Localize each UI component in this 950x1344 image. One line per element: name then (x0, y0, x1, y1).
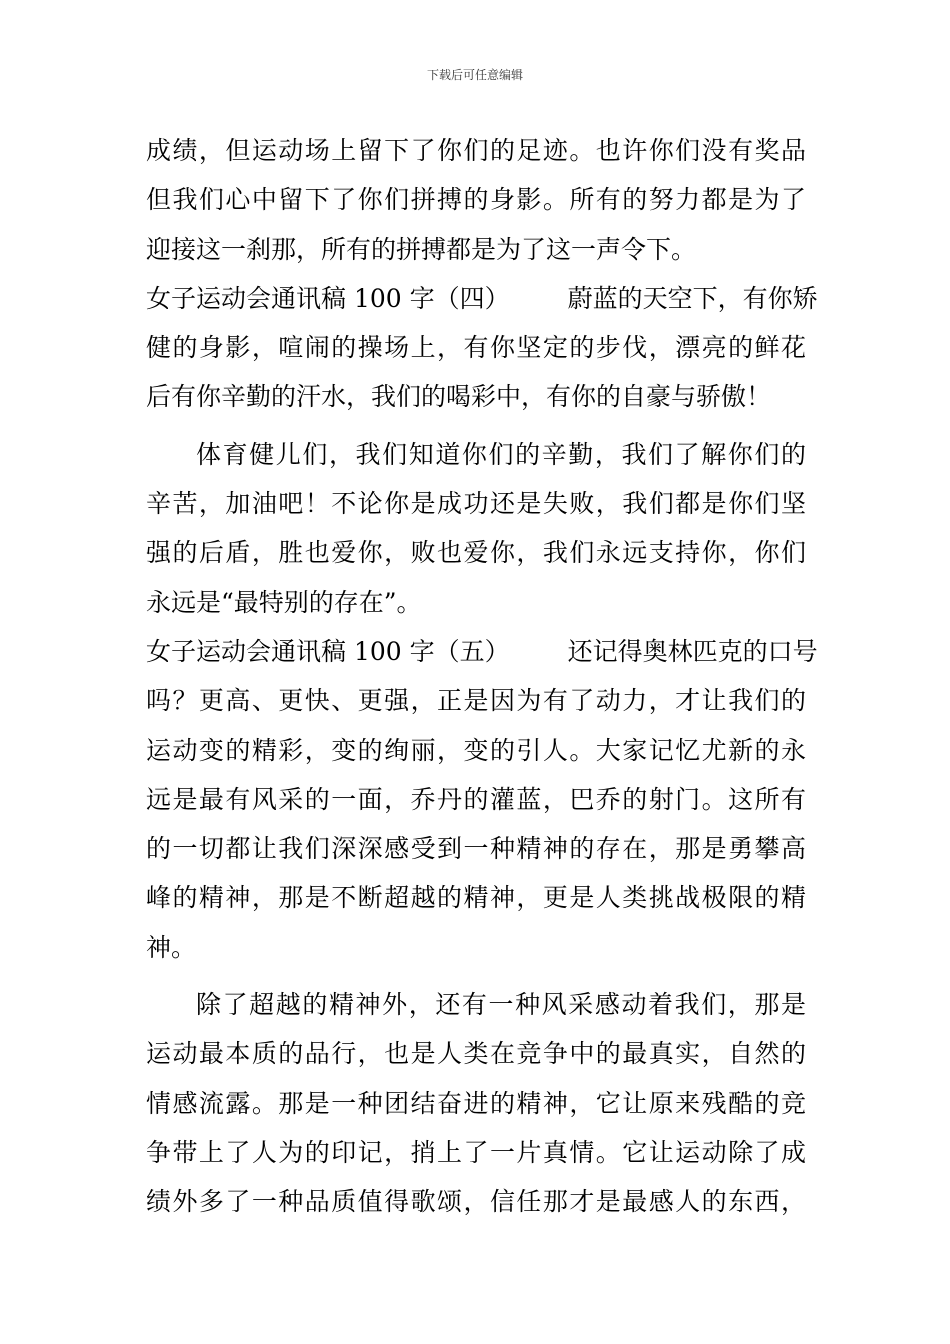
section-title: 女子运动会通讯稿 100 字（五） (146, 636, 510, 666)
section-text: 还记得奥林匹克的口号 (567, 636, 818, 666)
text-line: 辛苦，加油吧！不论你是成功还是失败，我们都是你们坚 (146, 489, 806, 519)
text-line: 永远是“最特别的存在”。 (146, 587, 422, 617)
section-title-line (146, 627, 818, 676)
section-title: 女子运动会通讯稿 100 字（四） (146, 283, 510, 313)
text-line: 的一切都让我们深深感受到一种精神的存在，那是勇攀高 (146, 834, 806, 864)
text-line: 迎接这一刹那，所有的拼搏都是为了这一声令下。 (146, 234, 697, 264)
text-line: 绩外多了一种品质值得歌颂，信任那才是最感人的东西， (146, 1187, 806, 1217)
text-line: 健的身影，喧闹的操场上，有你坚定的步伐，漂亮的鲜花 (146, 333, 806, 363)
text-line: 吗？更高、更快、更强，正是因为有了动力，才让我们的 (146, 686, 806, 716)
text-line: 峰的精神，那是不断超越的精神，更是人类挑战极限的精 (146, 883, 806, 913)
text-line: 但我们心中留下了你们拼搏的身影。所有的努力都是为了 (146, 185, 806, 215)
text-line: 强的后盾，胜也爱你，败也爱你，我们永远支持你，你们 (146, 538, 806, 568)
page-header: 下载后可任意编辑 (426, 68, 523, 82)
document-body (146, 126, 818, 1227)
text-line: 运动变的精彩，变的绚丽，变的引人。大家记忆尤新的永 (146, 735, 806, 765)
text-line: 情感流露。那是一种团结奋进的精神，它让原来残酷的竞 (146, 1088, 806, 1118)
text-line: 争带上了人为的印记，捎上了一片真情。它让运动除了成 (146, 1137, 806, 1167)
paragraph-first-line: 除了超越的精神外，还有一种风采感动着我们，那是 (196, 990, 806, 1020)
text-line: 运动最本质的品行，也是人类在竞争中的最真实，自然的 (146, 1039, 806, 1069)
text-line: 神。 (146, 932, 197, 962)
section-title-line (146, 274, 818, 323)
text-line: 远是最有风采的一面，乔丹的灌蓝，巴乔的射门。这所有 (146, 784, 806, 814)
section-text: 蔚蓝的天空下，有你矫 (567, 283, 818, 313)
text-line: 后有你辛勤的汗水，我们的喝彩中，有你的自豪与骄傲！ (146, 382, 772, 412)
text-line: 成绩，但运动场上留下了你们的足迹。也许你们没有奖品 (146, 136, 806, 165)
paragraph-first-line: 体育健儿们，我们知道你们的辛勤，我们了解你们的 (196, 439, 806, 469)
